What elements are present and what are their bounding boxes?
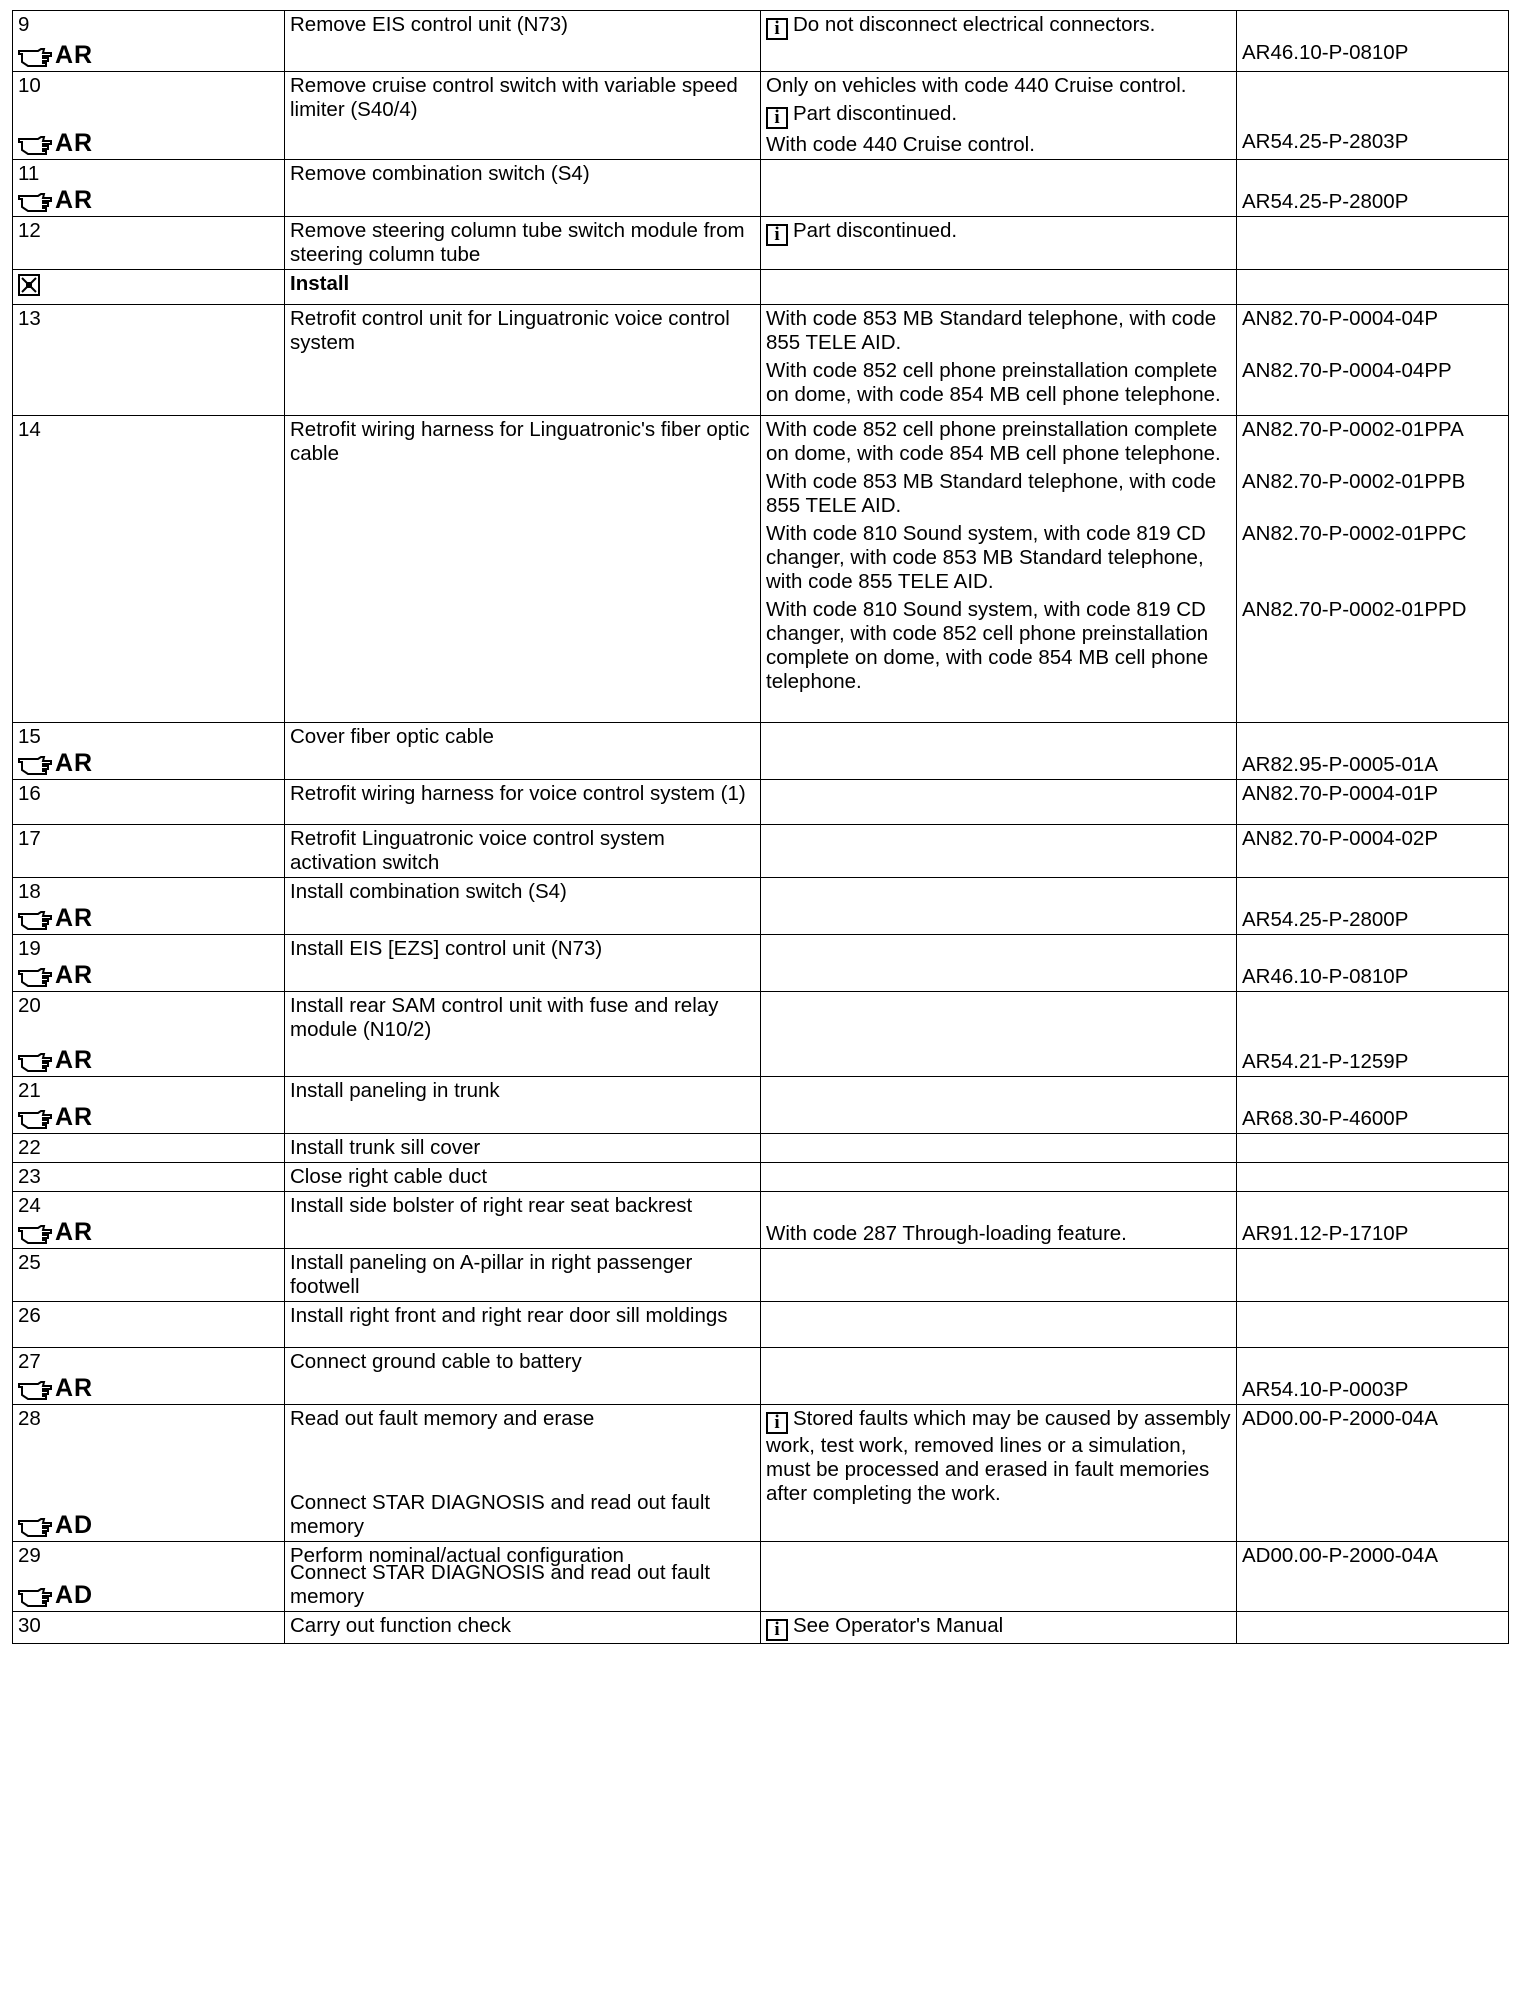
operation-text: Connect STAR DIAGNOSIS and read out fault memory [290, 1491, 711, 1538]
reference-marker[interactable] [18, 904, 93, 932]
document-cell [1237, 1405, 1509, 1542]
step-cell [13, 11, 285, 72]
step-cell [13, 160, 285, 217]
operation-text: Remove EIS control unit (N73) [290, 13, 569, 36]
document-cell [1237, 72, 1509, 160]
notes-cell [761, 1134, 1237, 1163]
reference-marker[interactable] [18, 1046, 93, 1074]
document-link[interactable]: AR46.10-P-0810P [1242, 965, 1409, 988]
step-number: 10 [18, 74, 41, 97]
step-number: 20 [18, 994, 41, 1017]
pointing-hand-icon [18, 1515, 52, 1535]
note-text [766, 307, 1231, 355]
operation-text: Install paneling in trunk [290, 1079, 500, 1102]
table-row [13, 1612, 1509, 1644]
table-row [13, 1542, 1509, 1612]
document-link[interactable]: AR54.25-P-2803P [1242, 130, 1409, 153]
document-cell [1237, 1077, 1509, 1134]
notes-cell [761, 780, 1237, 825]
pointing-hand-icon [18, 1050, 52, 1070]
table-row [13, 723, 1509, 780]
step-number: 11 [18, 162, 40, 185]
operation-text: Carry out function check [290, 1614, 512, 1637]
step-cell [13, 1192, 285, 1249]
note-body: With code 440 Cruise control. [766, 133, 1035, 156]
step-number: 22 [18, 1136, 41, 1159]
operation-cell [285, 992, 761, 1077]
document-link[interactable]: AN82.70-P-0002-01PPC [1242, 522, 1467, 545]
operation-text: Remove cruise control switch with variable speed limiter (S40/4) [290, 74, 738, 121]
notes-cell [761, 723, 1237, 780]
pointing-hand-icon [18, 1585, 52, 1605]
document-link [1242, 162, 1503, 186]
note-text [766, 1222, 1231, 1246]
step-number: 30 [18, 1614, 41, 1637]
table-row [13, 1348, 1509, 1405]
document-link[interactable]: AD00.00-P-2000-04A [1242, 1544, 1439, 1567]
document-link [1242, 725, 1503, 749]
reference-marker[interactable] [18, 1581, 93, 1609]
operation-text: Install trunk sill cover [290, 1136, 481, 1159]
step-cell [13, 1302, 285, 1348]
step-cell [13, 992, 285, 1077]
note-text [766, 219, 1231, 246]
note-text [766, 522, 1231, 594]
notes-cell [761, 1348, 1237, 1405]
info-icon: i [766, 18, 788, 40]
document-cell [1237, 305, 1509, 416]
note-body: With code 853 MB Standard telephone, with code 855 TELE AID. [766, 470, 1217, 517]
operation-text: Read out fault memory and erase [290, 1407, 595, 1430]
reference-marker[interactable] [18, 129, 93, 157]
document-cell [1237, 1348, 1509, 1405]
table-row [13, 1192, 1509, 1249]
notes-cell [761, 1302, 1237, 1348]
step-number: 13 [18, 307, 41, 330]
step-cell [13, 217, 285, 270]
step-cell [13, 1612, 285, 1644]
document-link [1242, 102, 1503, 126]
operation-text: Install right front and right rear door sill moldings [290, 1304, 728, 1327]
operation-cell [285, 416, 761, 723]
operation-text: Connect ground cable to battery [290, 1350, 582, 1373]
step-cell [13, 1348, 285, 1405]
step-cell [13, 1249, 285, 1302]
document-cell [1237, 160, 1509, 217]
operation-cell [285, 305, 761, 416]
step-number: 15 [18, 725, 41, 748]
notes-cell [761, 416, 1237, 723]
operation-text: Retrofit wiring harness for voice control system (1) [290, 782, 746, 805]
operation-cell [285, 1077, 761, 1134]
operation-text: Remove steering column tube switch module from steering column tube [290, 219, 745, 266]
step-number: 27 [18, 1350, 41, 1373]
document-link [1242, 994, 1503, 1018]
notes-cell [761, 1542, 1237, 1612]
table-row [13, 416, 1509, 723]
step-number: 24 [18, 1194, 41, 1217]
notes-cell [761, 825, 1237, 878]
step-cell [13, 270, 285, 305]
info-icon: i [766, 1412, 788, 1434]
document-cell [1237, 1163, 1509, 1192]
step-cell [13, 1163, 285, 1192]
pointing-hand-icon [18, 1378, 52, 1398]
step-cell [13, 305, 285, 416]
operation-cell [285, 11, 761, 72]
operation-text: Cover fiber optic cable [290, 725, 494, 748]
table-row [13, 1077, 1509, 1134]
note-text [766, 598, 1231, 694]
document-cell [1237, 1192, 1509, 1249]
reference-marker[interactable] [18, 961, 93, 989]
step-number: 26 [18, 1304, 41, 1327]
document-cell [1237, 992, 1509, 1077]
note-body: Part discontinued. [793, 219, 958, 242]
document-cell [1237, 1612, 1509, 1644]
reference-type: AD [55, 1511, 94, 1539]
step-number: 21 [18, 1079, 41, 1102]
step-cell [13, 1077, 285, 1134]
note-body: With code 810 Sound system, with code 819 CD changer, with code 852 cell phone preinstallation complete on dome, with code 854 MB cell phone telephone. [766, 598, 1209, 693]
step-number: 23 [18, 1165, 41, 1188]
operation-cell [285, 780, 761, 825]
table-row [13, 1163, 1509, 1192]
note-text [766, 1194, 1231, 1218]
document-link [1242, 1022, 1503, 1046]
operation-text: Perform nominal/actual configuration [290, 1544, 624, 1567]
document-cell [1237, 935, 1509, 992]
document-link [1242, 937, 1503, 961]
reference-marker[interactable] [18, 186, 93, 214]
table-row [13, 878, 1509, 935]
operation-cell [285, 1302, 761, 1348]
step-number: 12 [18, 219, 41, 242]
document-link[interactable]: AN82.70-P-0004-01P [1242, 782, 1439, 805]
table-row [13, 1405, 1509, 1542]
reference-type: AR [55, 1374, 94, 1402]
note-body: With code 287 Through-loading feature. [766, 1222, 1127, 1245]
note-text [766, 359, 1231, 407]
note-body: With code 852 cell phone preinstallation complete on dome, with code 854 MB cell phone telephone. [766, 418, 1221, 465]
pointing-hand-icon [18, 908, 52, 928]
note-text [766, 74, 1231, 98]
reference-marker[interactable] [18, 1218, 93, 1246]
note-text [766, 102, 1231, 129]
notes-cell [761, 160, 1237, 217]
reference-marker[interactable] [18, 1103, 93, 1131]
pointing-hand-icon [18, 45, 52, 65]
operation-cell [285, 1249, 761, 1302]
note-body: Only on vehicles with code 440 Cruise control. [766, 74, 1187, 97]
document-cell [1237, 723, 1509, 780]
reference-type: AR [55, 1218, 94, 1246]
step-cell [13, 416, 285, 723]
document-cell [1237, 11, 1509, 72]
operation-cell [285, 160, 761, 217]
reference-type: AR [55, 1103, 94, 1131]
document-link [1242, 1079, 1503, 1103]
table-row [13, 1134, 1509, 1163]
pointing-hand-icon [18, 753, 52, 773]
notes-cell [761, 72, 1237, 160]
operation-text: Install EIS [EZS] control unit (N73) [290, 937, 603, 960]
document-cell [1237, 270, 1509, 305]
step-cell [13, 825, 285, 878]
document-link[interactable]: AN82.70-P-0004-04P [1242, 307, 1439, 330]
document-cell [1237, 878, 1509, 935]
notes-cell [761, 1249, 1237, 1302]
notes-cell [761, 878, 1237, 935]
document-link[interactable]: AR91.12-P-1710P [1242, 1222, 1409, 1245]
pointing-hand-icon [18, 190, 52, 210]
table-row [13, 11, 1509, 72]
operation-text: Close right cable duct [290, 1165, 488, 1188]
document-link [1242, 880, 1503, 904]
pointing-hand-icon [18, 133, 52, 153]
document-link [1242, 13, 1503, 37]
table-row [13, 72, 1509, 160]
step-number: 18 [18, 880, 41, 903]
notes-cell [761, 270, 1237, 305]
document-link [1242, 1194, 1503, 1218]
notes-cell [761, 1077, 1237, 1134]
reference-type: AD [55, 1581, 94, 1609]
table-row [13, 780, 1509, 825]
info-icon: i [766, 1619, 788, 1641]
notes-cell [761, 1192, 1237, 1249]
step-cell [13, 878, 285, 935]
operation-cell [285, 1348, 761, 1405]
document-link[interactable]: AN82.70-P-0004-04PP [1242, 359, 1452, 382]
operation-text: Install paneling on A-pillar in right passenger footwell [290, 1251, 693, 1298]
reference-type: AR [55, 961, 94, 989]
note-body: Stored faults which may be caused by assembly work, test work, removed lines or a simulation, must be processed and erased in fault memories after completing the work. [766, 1407, 1231, 1505]
step-number: 16 [18, 782, 41, 805]
document-cell [1237, 1542, 1509, 1612]
step-number: 9 [18, 13, 30, 36]
table-row [13, 1249, 1509, 1302]
notes-cell [761, 305, 1237, 416]
reference-marker[interactable] [18, 1374, 93, 1402]
operation-cell [285, 1612, 761, 1644]
operation-cell [285, 217, 761, 270]
step-cell [13, 1134, 285, 1163]
document-link[interactable]: AN82.70-P-0002-01PPD [1242, 598, 1467, 621]
operation-cell [285, 825, 761, 878]
notes-cell [761, 992, 1237, 1077]
document-link[interactable]: AR54.25-P-2800P [1242, 908, 1409, 931]
document-cell [1237, 1134, 1509, 1163]
note-text [766, 133, 1231, 157]
step-number: 19 [18, 937, 41, 960]
notes-cell [761, 1612, 1237, 1644]
note-text [766, 418, 1231, 466]
document-cell [1237, 780, 1509, 825]
note-body: Do not disconnect electrical connectors. [793, 13, 1156, 36]
reference-type: AR [55, 904, 94, 932]
info-icon: i [766, 224, 788, 246]
step-cell [13, 935, 285, 992]
table-row [13, 825, 1509, 878]
operation-cell [285, 72, 761, 160]
operation-cell [285, 1542, 761, 1612]
notes-cell [761, 1163, 1237, 1192]
step-cell [13, 780, 285, 825]
document-link[interactable]: AN82.70-P-0002-01PPB [1242, 470, 1466, 493]
document-cell [1237, 825, 1509, 878]
operation-cell [285, 1134, 761, 1163]
note-text [766, 470, 1231, 518]
table-row [13, 935, 1509, 992]
operation-text: Install combination switch (S4) [290, 880, 567, 903]
note-body: With code 853 MB Standard telephone, with code 855 TELE AID. [766, 307, 1217, 354]
operation-text: Remove combination switch (S4) [290, 162, 590, 185]
document-link[interactable]: AR82.95-P-0005-01A [1242, 753, 1439, 776]
note-body: With code 810 Sound system, with code 819 CD changer, with code 853 MB Standard telephone, with code 855 TELE AID. [766, 522, 1206, 593]
note-text [766, 13, 1231, 40]
step-cell [13, 1405, 285, 1542]
table-row [13, 1302, 1509, 1348]
table-row [13, 270, 1509, 305]
step-cell [13, 1542, 285, 1612]
document-link[interactable]: AD00.00-P-2000-04A [1242, 1407, 1439, 1430]
operation-text: Retrofit control unit for Linguatronic voice control system [290, 307, 730, 354]
operation-cell [285, 1192, 761, 1249]
reference-marker[interactable] [18, 1511, 93, 1539]
document-link [1242, 1350, 1503, 1374]
step-number: 28 [18, 1407, 41, 1430]
operation-cell [285, 1405, 761, 1542]
operation-cell [285, 270, 761, 305]
document-link[interactable]: AR68.30-P-4600P [1242, 1107, 1409, 1130]
step-number: 25 [18, 1251, 41, 1274]
pointing-hand-icon [18, 1107, 52, 1127]
install-icon [18, 274, 40, 296]
note-text [766, 1614, 1231, 1641]
pointing-hand-icon [18, 1222, 52, 1242]
note-body: Part discontinued. [793, 102, 958, 125]
operation-cell [285, 878, 761, 935]
notes-cell [761, 11, 1237, 72]
notes-cell [761, 935, 1237, 992]
document-link[interactable]: AR54.21-P-1259P [1242, 1050, 1409, 1073]
notes-cell [761, 1405, 1237, 1542]
table-row [13, 992, 1509, 1077]
reference-marker[interactable] [18, 749, 93, 777]
procedure-table [12, 10, 1509, 1644]
reference-type: AR [55, 129, 94, 157]
info-icon: i [766, 107, 788, 129]
document-cell [1237, 1249, 1509, 1302]
document-link[interactable]: AR54.10-P-0003P [1242, 1378, 1409, 1401]
step-number: 29 [18, 1544, 41, 1567]
reference-marker[interactable] [18, 41, 93, 69]
note-body: With code 852 cell phone preinstallation complete on dome, with code 854 MB cell phone telephone. [766, 359, 1221, 406]
document-cell [1237, 217, 1509, 270]
document-link[interactable]: AN82.70-P-0002-01PPA [1242, 418, 1464, 441]
operation-text: Install rear SAM control unit with fuse and relay module (N10/2) [290, 994, 719, 1041]
reference-type: AR [55, 1046, 94, 1074]
table-row [13, 217, 1509, 270]
operation-cell [285, 1163, 761, 1192]
document-cell [1237, 1302, 1509, 1348]
reference-type: AR [55, 41, 94, 69]
step-cell [13, 72, 285, 160]
reference-type: AR [55, 749, 94, 777]
note-body: See Operator's Manual [793, 1614, 1004, 1637]
operation-text: Install side bolster of right rear seat backrest [290, 1194, 693, 1217]
notes-cell [761, 217, 1237, 270]
step-cell [13, 723, 285, 780]
document-link[interactable]: AN82.70-P-0004-02P [1242, 827, 1439, 850]
operation-text: Retrofit wiring harness for Linguatronic's fiber optic cable [290, 418, 750, 465]
table-row [13, 160, 1509, 217]
note-text [766, 1407, 1231, 1506]
step-number: 17 [18, 827, 41, 850]
step-number: 14 [18, 418, 41, 441]
document-link [1242, 74, 1503, 98]
operation-text: Retrofit Linguatronic voice control system activation switch [290, 827, 665, 874]
document-link[interactable]: AR54.25-P-2800P [1242, 190, 1409, 213]
operation-cell [285, 723, 761, 780]
operation-text: Connect STAR DIAGNOSIS and read out fault memory [290, 1561, 711, 1608]
operation-text: Install [290, 272, 350, 295]
operation-cell [285, 935, 761, 992]
pointing-hand-icon [18, 965, 52, 985]
reference-type: AR [55, 186, 94, 214]
table-row [13, 305, 1509, 416]
document-cell [1237, 416, 1509, 723]
document-link[interactable]: AR46.10-P-0810P [1242, 41, 1409, 64]
